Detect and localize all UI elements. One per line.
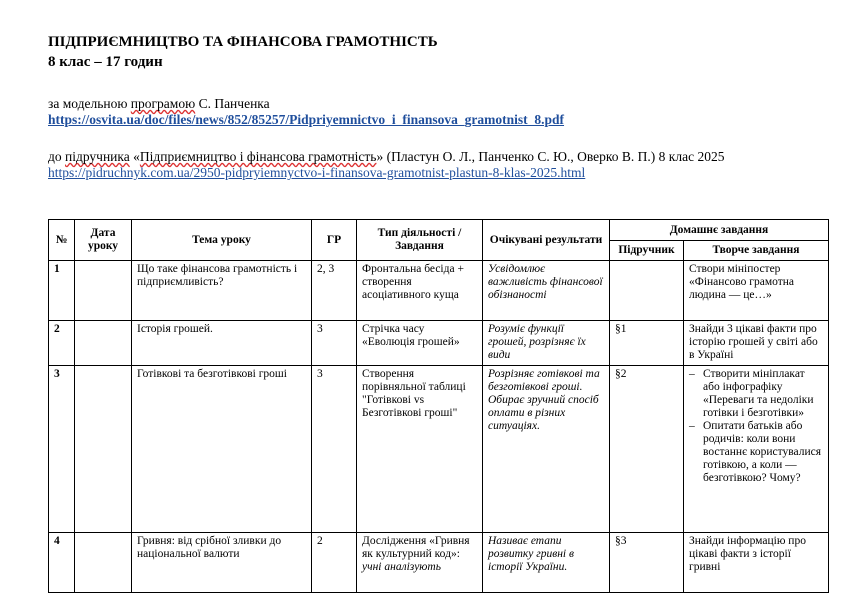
- textbook-link[interactable]: https://pidruchnyk.com.ua/2950-pidpryiemnyctvo-i-finansova-gramotnist-plastun-8-klas-2025.html: [48, 165, 586, 180]
- header-results: Очікувані результати: [483, 220, 610, 261]
- row-date: [75, 533, 132, 593]
- creative-task-item: – Опитати батьків або родичів: коли вони востаннє користувалися готівкою, а коли — безготівкою? Чому?: [689, 420, 823, 485]
- row-creative: Знайди 3 цікаві факти про історію грошей у світі або в Україні: [684, 321, 829, 366]
- row-date: [75, 321, 132, 366]
- program-line: [48, 96, 270, 112]
- table-row: [49, 261, 829, 321]
- header-homework: Домашнє завдання: [610, 220, 829, 241]
- lesson-plan-table: [48, 219, 829, 593]
- row-results-p2: Обирає зручний спосіб оплати в різних ситуаціях.: [488, 394, 599, 432]
- header-textbook: Підручник: [610, 241, 684, 261]
- document-subtitle: 8 клас – 17 годин: [48, 54, 163, 70]
- row-activity: [357, 533, 483, 593]
- creative-task-list: [689, 368, 823, 485]
- header-topic: Тема уроку: [132, 220, 312, 261]
- document-title: ПІДПРИЄМНИЦТВО ТА ФІНАНСОВА ГРАМОТНІСТЬ: [48, 34, 438, 50]
- row-topic: Що таке фінансова грамотність і підприємливість?: [132, 261, 312, 321]
- row-results: Називає етапи розвитку гривні в історії України.: [483, 533, 610, 593]
- row-creative: [684, 366, 829, 533]
- row-gr: 2: [312, 533, 357, 593]
- row-results: Усвідомлює важливість фінансової обізнаності: [483, 261, 610, 321]
- row-creative: Знайди інформацію про цікаві факти з історії гривні: [684, 533, 829, 593]
- header-date: Дата уроку: [75, 220, 132, 261]
- creative-task-item: – Створити мініплакат або інфографіку «Переваги та недоліки готівки і безготівки»: [689, 368, 823, 420]
- textbook-open: «: [129, 149, 140, 164]
- table-row: [49, 321, 829, 366]
- header-num: №: [49, 220, 75, 261]
- textbook-word: підручника: [65, 149, 130, 164]
- textbook-prefix: до: [48, 149, 65, 164]
- table-row: [49, 533, 829, 593]
- textbook-rest: » (Пластун О. Л., Панченко С. Ю., Оверко В. П.) 8 клас 2025: [376, 149, 725, 164]
- row-results: [483, 366, 610, 533]
- row-creative: Створи мініпостер «Фінансово грамотна людина — це…»: [684, 261, 829, 321]
- row-textbook: §2: [610, 366, 684, 533]
- textbook-line: [48, 149, 724, 165]
- row-textbook: [610, 261, 684, 321]
- row-activity: Фронтальна бесіда + створення асоціативного куща: [357, 261, 483, 321]
- header-creative: Творче завдання: [684, 241, 829, 261]
- row-results-p1: Розрізняє готівкові та безготівкові гроші.: [488, 368, 600, 393]
- program-author: С. Панченка: [195, 96, 270, 111]
- row-textbook: §3: [610, 533, 684, 593]
- row-topic: Готівкові та безготівкові гроші: [132, 366, 312, 533]
- row-num: 1: [49, 261, 75, 321]
- header-activity: Тип діяльності / Завдання: [357, 220, 483, 261]
- row-topic: Гривня: від срібної зливки до національної валюти: [132, 533, 312, 593]
- row-num: 2: [49, 321, 75, 366]
- row-results: Розуміє функції грошей, розрізняє їх види: [483, 321, 610, 366]
- textbook-link-line: [48, 165, 585, 181]
- row-gr: 3: [312, 366, 357, 533]
- row-gr: 2, 3: [312, 261, 357, 321]
- program-link-line: [48, 112, 564, 128]
- table-row: [49, 366, 829, 533]
- row-activity: Створення порівняльної таблиці "Готівкові vs Безготівкові гроші": [357, 366, 483, 533]
- row-activity-p2: учні аналізують: [362, 561, 441, 573]
- row-topic: Історія грошей.: [132, 321, 312, 366]
- row-activity: Стрічка часу «Еволюція грошей»: [357, 321, 483, 366]
- row-date: [75, 366, 132, 533]
- textbook-title: Підприємництво і фінансова грамотність: [139, 149, 377, 164]
- program-prefix: за модельною: [48, 96, 131, 111]
- row-num: 4: [49, 533, 75, 593]
- row-textbook: §1: [610, 321, 684, 366]
- table-header-row: [49, 220, 829, 241]
- row-num: 3: [49, 366, 75, 533]
- row-date: [75, 261, 132, 321]
- header-gr: ГР: [312, 220, 357, 261]
- row-activity-p1: Дослідження «Гривня як культурний код»:: [362, 535, 470, 560]
- program-word: програмою: [130, 96, 196, 111]
- program-link[interactable]: https://osvita.ua/doc/files/news/852/85257/Pidpriyemnictvo_i_finansova_gramotnist_8.pdf: [48, 112, 565, 127]
- row-gr: 3: [312, 321, 357, 366]
